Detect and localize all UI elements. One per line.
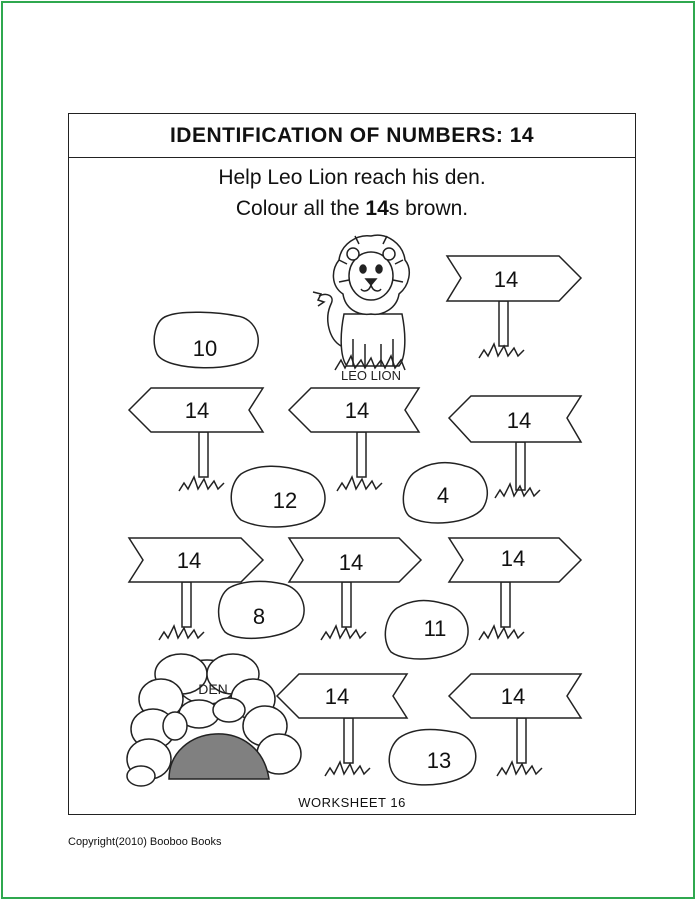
sign-number-5: 14 bbox=[176, 548, 202, 573]
worksheet-title: IDENTIFICATION OF NUMBERS: 14 bbox=[69, 114, 635, 158]
sign-number-3: 14 bbox=[344, 398, 370, 423]
sign-number-1: 14 bbox=[493, 267, 519, 292]
sign-number-2: 14 bbox=[184, 398, 210, 423]
rock-number-1: 10 bbox=[192, 336, 218, 361]
rock-number-4: 8 bbox=[252, 604, 266, 629]
sign-number-8: 14 bbox=[324, 684, 350, 709]
worksheet-illustration bbox=[69, 114, 637, 816]
sign-number-7: 14 bbox=[500, 546, 526, 571]
worksheet-footer: WORKSHEET 16 bbox=[298, 795, 406, 810]
den-illustration bbox=[127, 654, 301, 786]
instruction-line-1: Help Leo Lion reach his den. bbox=[218, 166, 486, 189]
lion-label: LEO LION bbox=[341, 368, 401, 383]
worksheet-sheet bbox=[68, 113, 636, 815]
sign-number-9: 14 bbox=[500, 684, 526, 709]
sign-number-4: 14 bbox=[506, 408, 532, 433]
instruction-line-2-suffix: s brown. bbox=[388, 197, 469, 220]
sign-number-6: 14 bbox=[338, 550, 364, 575]
instruction-line-2-bold: 14 bbox=[365, 197, 389, 220]
instruction-line-2-prefix: Colour all the bbox=[235, 197, 366, 220]
rock-number-2: 12 bbox=[272, 488, 298, 513]
rock-number-3: 4 bbox=[436, 483, 450, 508]
lion-illustration bbox=[313, 235, 409, 370]
rock-number-6: 13 bbox=[426, 748, 452, 773]
rock-number-5: 11 bbox=[423, 616, 447, 641]
copyright-text: Copyright(2010) Booboo Books bbox=[68, 836, 222, 848]
den-label: DEN bbox=[198, 681, 228, 697]
